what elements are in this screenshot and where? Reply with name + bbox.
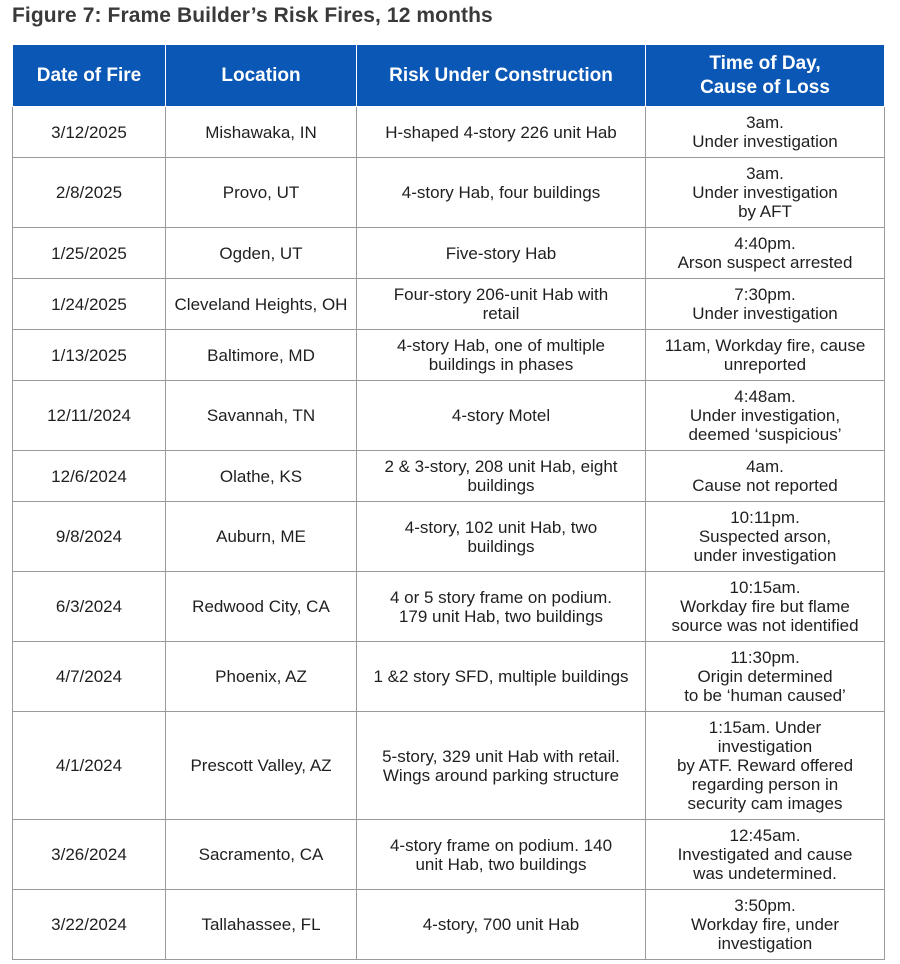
table-row (13, 381, 885, 451)
cell-risk: 4-story Hab, four buildings (357, 158, 646, 228)
cell-date: 1/25/2025 (13, 228, 166, 279)
cell-date: 9/8/2024 (13, 502, 166, 572)
cell-cause: 12:45am. Investigated and cause was undetermined. (646, 820, 885, 890)
cell-location: Ogden, UT (166, 228, 357, 279)
table-row (13, 228, 885, 279)
cell-date: 2/8/2025 (13, 158, 166, 228)
cell-cause: 7:30pm. Under investigation (646, 279, 885, 330)
cell-risk: H-shaped 4-story 226 unit Hab (357, 107, 646, 158)
cell-cause: 3:50pm. Workday fire, under investigation (646, 890, 885, 960)
cell-location: Auburn, ME (166, 502, 357, 572)
cell-date: 3/26/2024 (13, 820, 166, 890)
header-risk: Risk Under Construction (357, 45, 646, 107)
table-row (13, 642, 885, 712)
cell-location: Phoenix, AZ (166, 642, 357, 712)
cell-risk: 1 &2 story SFD, multiple buildings (357, 642, 646, 712)
table-row (13, 451, 885, 502)
cell-cause: 3am. Under investigation by AFT (646, 158, 885, 228)
cell-risk: 4 or 5 story frame on podium. 179 unit Hab, two buildings (357, 572, 646, 642)
table-row (13, 158, 885, 228)
table-row (13, 330, 885, 381)
cell-cause: 10:15am. Workday fire but flame source was not identified (646, 572, 885, 642)
cell-location: Mishawaka, IN (166, 107, 357, 158)
header-cause: Time of Day, Cause of Loss (646, 45, 885, 107)
cell-location: Sacramento, CA (166, 820, 357, 890)
header-date: Date of Fire (13, 45, 166, 107)
cell-location: Olathe, KS (166, 451, 357, 502)
cell-cause: 10:11pm. Suspected arson, under investigation (646, 502, 885, 572)
cell-date: 3/12/2025 (13, 107, 166, 158)
figure-title: Figure 7: Frame Builder’s Risk Fires, 12 months (12, 4, 493, 27)
cell-location: Redwood City, CA (166, 572, 357, 642)
cell-location: Baltimore, MD (166, 330, 357, 381)
cell-risk: Four-story 206-unit Hab with retail (357, 279, 646, 330)
table-row (13, 279, 885, 330)
cell-risk: 4-story Hab, one of multiple buildings in phases (357, 330, 646, 381)
cell-risk: 4-story, 102 unit Hab, two buildings (357, 502, 646, 572)
cell-date: 6/3/2024 (13, 572, 166, 642)
fires-table (12, 44, 885, 960)
table-row (13, 572, 885, 642)
cell-cause: 11am, Workday fire, cause unreported (646, 330, 885, 381)
table-row (13, 890, 885, 960)
table-row (13, 820, 885, 890)
table-row (13, 107, 885, 158)
table-row (13, 712, 885, 820)
cell-cause: 11:30pm. Origin determined to be ‘human caused’ (646, 642, 885, 712)
cell-cause: 3am. Under investigation (646, 107, 885, 158)
cell-risk: 4-story frame on podium. 140 unit Hab, two buildings (357, 820, 646, 890)
cell-cause: 4:48am. Under investigation, deemed ‘suspicious’ (646, 381, 885, 451)
cell-risk: Five-story Hab (357, 228, 646, 279)
cell-cause: 4am. Cause not reported (646, 451, 885, 502)
cell-location: Provo, UT (166, 158, 357, 228)
cell-date: 12/6/2024 (13, 451, 166, 502)
header-location: Location (166, 45, 357, 107)
cell-date: 1/24/2025 (13, 279, 166, 330)
cell-location: Cleveland Heights, OH (166, 279, 357, 330)
cell-cause: 4:40pm. Arson suspect arrested (646, 228, 885, 279)
header-row (13, 45, 885, 107)
cell-location: Prescott Valley, AZ (166, 712, 357, 820)
cell-date: 12/11/2024 (13, 381, 166, 451)
cell-location: Tallahassee, FL (166, 890, 357, 960)
table-row (13, 502, 885, 572)
cell-location: Savannah, TN (166, 381, 357, 451)
cell-date: 1/13/2025 (13, 330, 166, 381)
cell-date: 4/7/2024 (13, 642, 166, 712)
cell-date: 4/1/2024 (13, 712, 166, 820)
cell-date: 3/22/2024 (13, 890, 166, 960)
cell-risk: 4-story Motel (357, 381, 646, 451)
cell-risk: 4-story, 700 unit Hab (357, 890, 646, 960)
cell-risk: 5-story, 329 unit Hab with retail. Wings around parking structure (357, 712, 646, 820)
cell-cause: 1:15am. Under investigation by ATF. Reward offered regarding person in security cam images (646, 712, 885, 820)
cell-risk: 2 & 3-story, 208 unit Hab, eight buildings (357, 451, 646, 502)
